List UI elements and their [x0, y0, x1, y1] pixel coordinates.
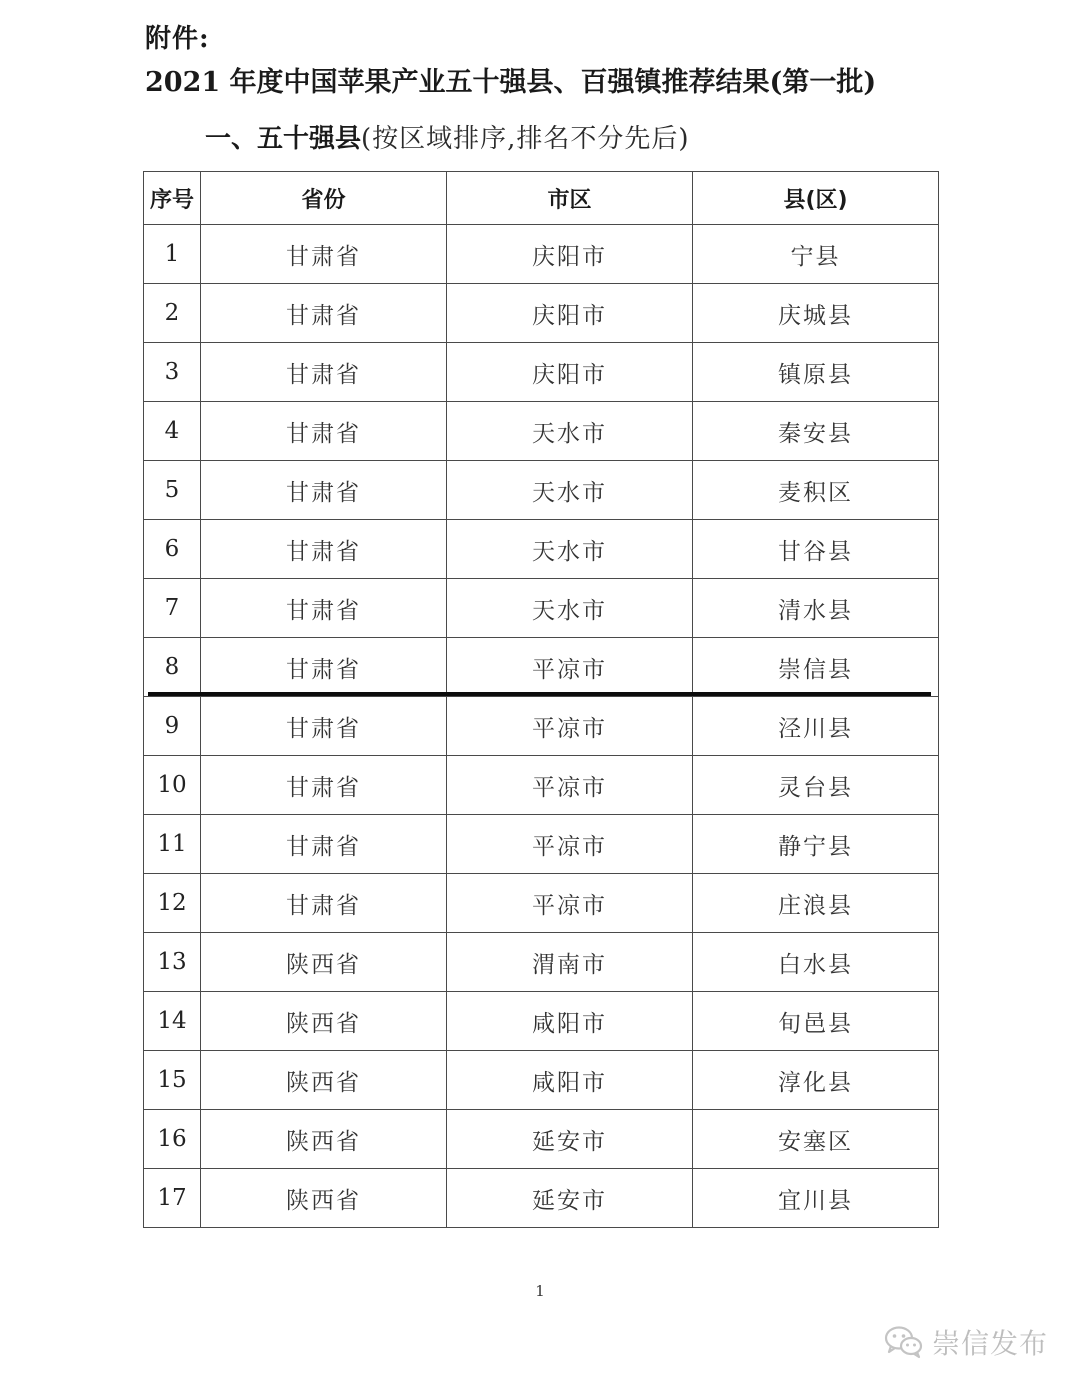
attachment-label: 附件: — [145, 24, 210, 54]
cell-city: 平凉市 — [447, 697, 693, 756]
table-row — [144, 1051, 939, 1110]
cell-index: 6 — [144, 520, 201, 579]
cell-province: 甘肃省 — [201, 756, 447, 815]
cell-index: 13 — [144, 933, 201, 992]
table-body — [144, 225, 939, 1228]
section-heading-main: 一、五十强县 — [205, 124, 362, 154]
cell-province: 甘肃省 — [201, 225, 447, 284]
wechat-icon — [884, 1325, 924, 1359]
cell-province: 陕西省 — [201, 1110, 447, 1169]
table-row — [144, 461, 939, 520]
cell-county: 麦积区 — [693, 461, 939, 520]
cell-index: 16 — [144, 1110, 201, 1169]
header-index: 序号 — [144, 172, 201, 225]
table-row — [144, 579, 939, 638]
cell-county: 泾川县 — [693, 697, 939, 756]
cell-index: 2 — [144, 284, 201, 343]
cell-city: 庆阳市 — [447, 343, 693, 402]
cell-index: 7 — [144, 579, 201, 638]
cell-city: 平凉市 — [447, 638, 693, 697]
cell-index: 17 — [144, 1169, 201, 1228]
cell-province: 甘肃省 — [201, 874, 447, 933]
cell-province: 甘肃省 — [201, 520, 447, 579]
cell-city: 延安市 — [447, 1110, 693, 1169]
cell-county: 甘谷县 — [693, 520, 939, 579]
cell-province: 陕西省 — [201, 1169, 447, 1228]
cell-province: 甘肃省 — [201, 402, 447, 461]
table-row — [144, 933, 939, 992]
table-row — [144, 992, 939, 1051]
cell-city: 延安市 — [447, 1169, 693, 1228]
cell-county: 白水县 — [693, 933, 939, 992]
cell-county: 淳化县 — [693, 1051, 939, 1110]
table-row — [144, 520, 939, 579]
cell-city: 天水市 — [447, 402, 693, 461]
header-province: 省份 — [201, 172, 447, 225]
table-row — [144, 1169, 939, 1228]
cell-county: 旬邑县 — [693, 992, 939, 1051]
county-ranking-table — [143, 171, 939, 1228]
cell-province: 甘肃省 — [201, 815, 447, 874]
cell-city: 平凉市 — [447, 815, 693, 874]
cell-city: 庆阳市 — [447, 225, 693, 284]
cell-city: 庆阳市 — [447, 284, 693, 343]
cell-county: 庆城县 — [693, 284, 939, 343]
cell-city: 咸阳市 — [447, 992, 693, 1051]
cell-county: 秦安县 — [693, 402, 939, 461]
table-row — [144, 343, 939, 402]
watermark-text: 崇信发布 — [931, 1327, 1048, 1360]
section-heading-note: (按区域排序,排名不分先后) — [361, 124, 690, 154]
cell-county: 静宁县 — [693, 815, 939, 874]
page-number: 1 — [535, 1282, 545, 1300]
cell-county: 崇信县 — [693, 638, 939, 697]
section-heading — [205, 118, 690, 155]
cell-county: 清水县 — [693, 579, 939, 638]
cell-province: 陕西省 — [201, 1051, 447, 1110]
header-city: 市区 — [447, 172, 693, 225]
cell-city: 咸阳市 — [447, 1051, 693, 1110]
table-row — [144, 874, 939, 933]
cell-index: 3 — [144, 343, 201, 402]
cell-city: 天水市 — [447, 579, 693, 638]
cell-city: 平凉市 — [447, 874, 693, 933]
cell-index: 9 — [144, 697, 201, 756]
cell-county: 灵台县 — [693, 756, 939, 815]
cell-county: 庄浪县 — [693, 874, 939, 933]
document-title: 2021 年度中国苹果产业五十强县、百强镇推荐结果(第一批) — [145, 67, 877, 98]
watermark — [884, 1322, 1048, 1362]
table-row — [144, 402, 939, 461]
cell-index: 5 — [144, 461, 201, 520]
cell-province: 甘肃省 — [201, 697, 447, 756]
table-header-row — [144, 172, 939, 225]
cell-province: 甘肃省 — [201, 638, 447, 697]
table-row — [144, 697, 939, 756]
cell-index: 15 — [144, 1051, 201, 1110]
cell-index: 1 — [144, 225, 201, 284]
cell-index: 4 — [144, 402, 201, 461]
cell-index: 10 — [144, 756, 201, 815]
cell-province: 甘肃省 — [201, 343, 447, 402]
cell-city: 天水市 — [447, 520, 693, 579]
cell-province: 甘肃省 — [201, 461, 447, 520]
cell-index: 12 — [144, 874, 201, 933]
cell-index: 14 — [144, 992, 201, 1051]
header-county: 县(区) — [693, 172, 939, 225]
table-row — [144, 638, 939, 697]
cell-city: 渭南市 — [447, 933, 693, 992]
cell-city: 天水市 — [447, 461, 693, 520]
cell-city: 平凉市 — [447, 756, 693, 815]
section-divider-line — [148, 692, 931, 696]
cell-province: 陕西省 — [201, 992, 447, 1051]
cell-province: 陕西省 — [201, 933, 447, 992]
cell-county: 镇原县 — [693, 343, 939, 402]
table-row — [144, 225, 939, 284]
cell-index: 8 — [144, 638, 201, 697]
cell-county: 安塞区 — [693, 1110, 939, 1169]
table-row — [144, 1110, 939, 1169]
cell-province: 甘肃省 — [201, 284, 447, 343]
table-row — [144, 756, 939, 815]
table-row — [144, 284, 939, 343]
table-row — [144, 815, 939, 874]
cell-county: 宜川县 — [693, 1169, 939, 1228]
cell-index: 11 — [144, 815, 201, 874]
cell-county: 宁县 — [693, 225, 939, 284]
cell-province: 甘肃省 — [201, 579, 447, 638]
